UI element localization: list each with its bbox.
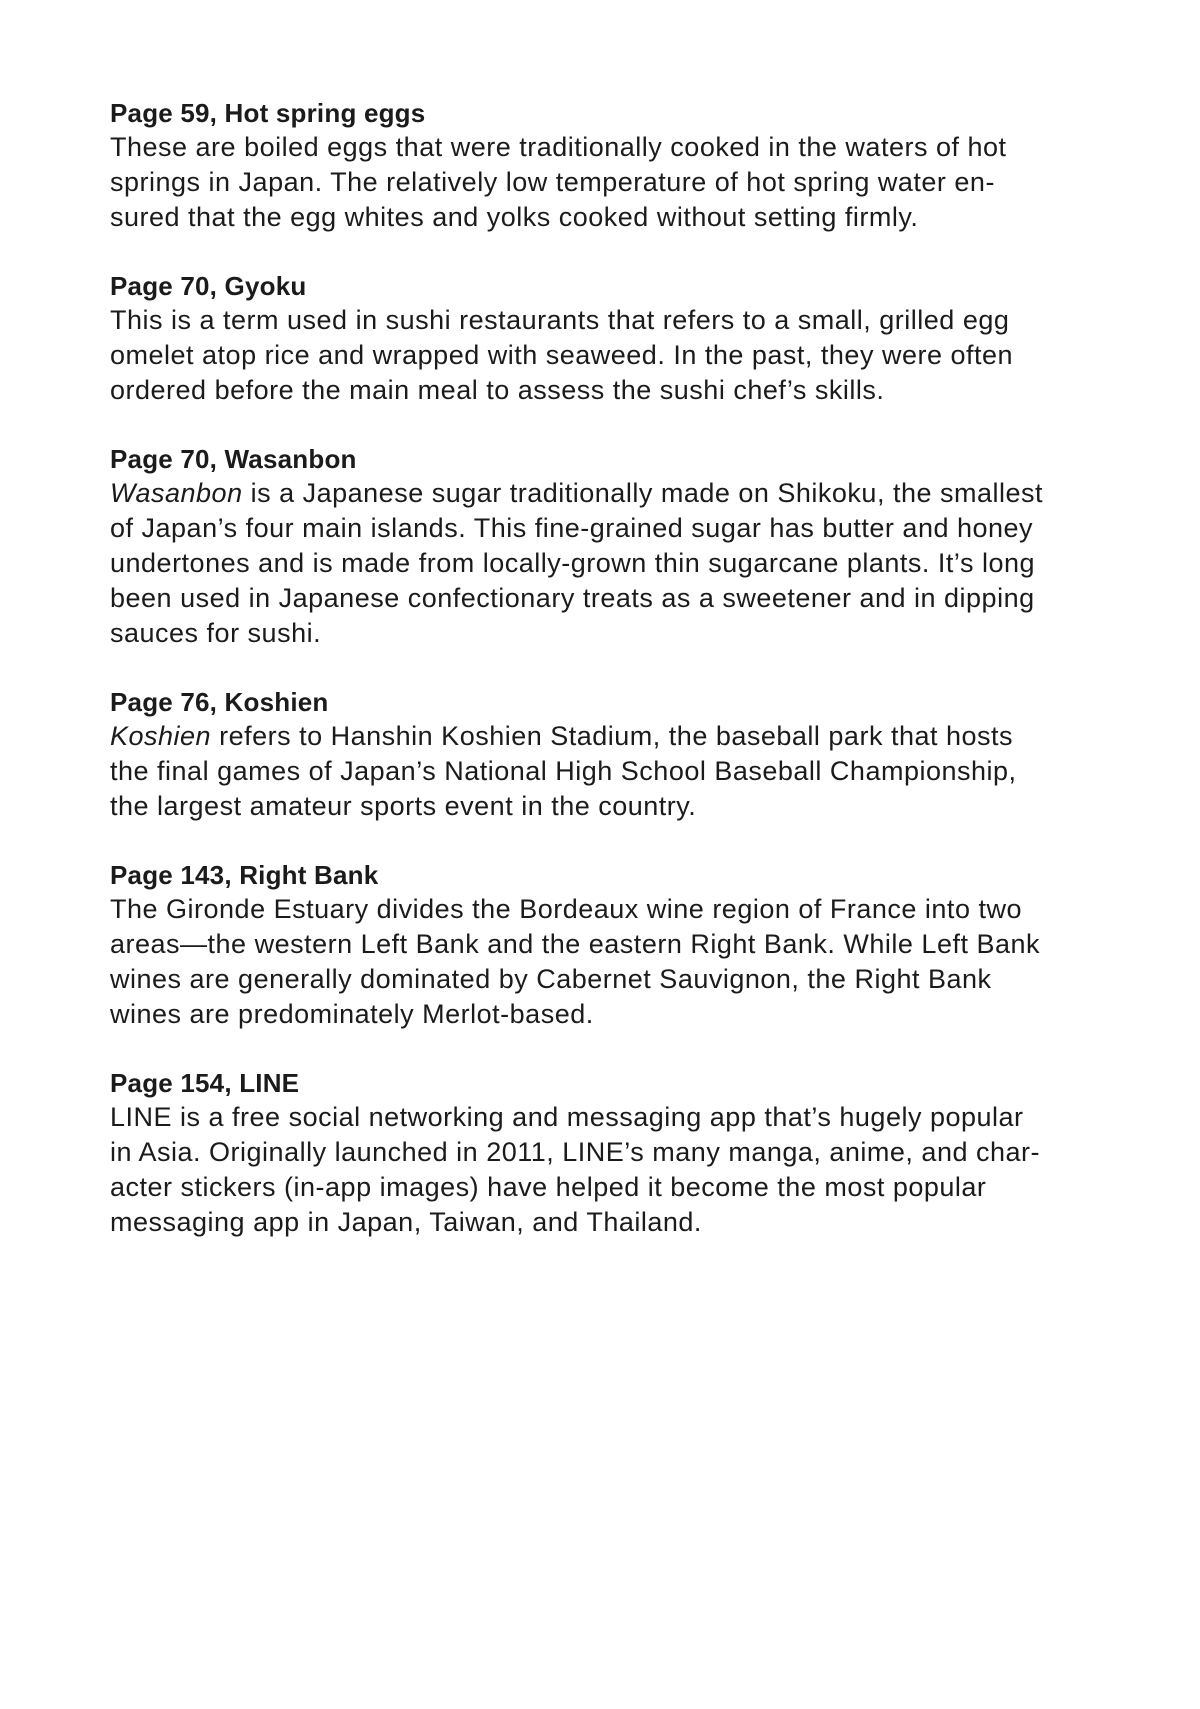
note-text-line: areas—the western Left Bank and the eastern Right Bank. While Left Bank [110,929,1041,959]
note-text-line: sured that the egg whites and yolks cooked without setting firmly. [110,202,919,232]
note-text-line: springs in Japan. The relatively low temperature of hot spring water en- [110,167,995,197]
note-text-line: been used in Japanese confectionary treats as a sweetener and in dipping [110,583,1035,613]
note-title: Page 70, Wasanbon [110,444,357,474]
note-gyoku [110,269,1110,408]
note-text-line: omelet atop rice and wrapped with seaweed. In the past, they were often [110,340,1014,370]
note-text-line: wines are generally dominated by Cabernet Sauvignon, the Right Bank [110,964,992,994]
note-text-line: sauces for sushi. [110,618,322,648]
note-text-rest: refers to Hanshin Koshien Stadium, the baseball park that hosts [211,721,1014,751]
note-koshien [110,685,1110,824]
italic-term: Wasanbon [110,478,243,508]
note-text-line: undertones and is made from locally-grown thin sugarcane plants. It’s long [110,548,1035,578]
note-text-line: of Japan’s four main islands. This fine-grained sugar has butter and honey [110,513,1034,543]
note-text-line: in Asia. Originally launched in 2011, LINE’s many manga, anime, and char- [110,1137,1040,1167]
note-text-rest: is a Japanese sugar traditionally made on Shikoku, the smallest [242,478,1044,508]
note-text-line: wines are predominately Merlot-based. [110,999,594,1029]
note-line-app [110,1066,1110,1240]
note-title: Page 76, Koshien [110,687,329,717]
note-title: Page 154, LINE [110,1068,300,1098]
note-text-line: acter stickers (in-app images) have helped it become the most popular [110,1172,987,1202]
note-title: Page 143, Right Bank [110,860,379,890]
note-text-line: LINE is a free social networking and messaging app that’s hugely popular [110,1102,1024,1132]
note-text-line: the final games of Japan’s National High School Baseball Championship, [110,756,1017,786]
note-title: Page 59, Hot spring eggs [110,98,426,128]
note-wasanbon [110,442,1110,651]
note-hot-spring-eggs [110,96,1110,235]
note-text-line: the largest amateur sports event in the country. [110,791,697,821]
italic-term: Koshien [110,721,212,751]
glossary-page [110,96,1110,1274]
note-text-line [110,719,1110,754]
note-text-line [110,476,1110,511]
note-title: Page 70, Gyoku [110,271,307,301]
note-text-line: This is a term used in sushi restaurants that refers to a small, grilled egg [110,305,1010,335]
note-text-line: messaging app in Japan, Taiwan, and Thailand. [110,1207,702,1237]
note-text-line: These are boiled eggs that were traditionally cooked in the waters of hot [110,132,1007,162]
note-text-line: The Gironde Estuary divides the Bordeaux wine region of France into two [110,894,1022,924]
note-text-line: ordered before the main meal to assess the sushi chef’s skills. [110,375,885,405]
note-right-bank [110,858,1110,1032]
